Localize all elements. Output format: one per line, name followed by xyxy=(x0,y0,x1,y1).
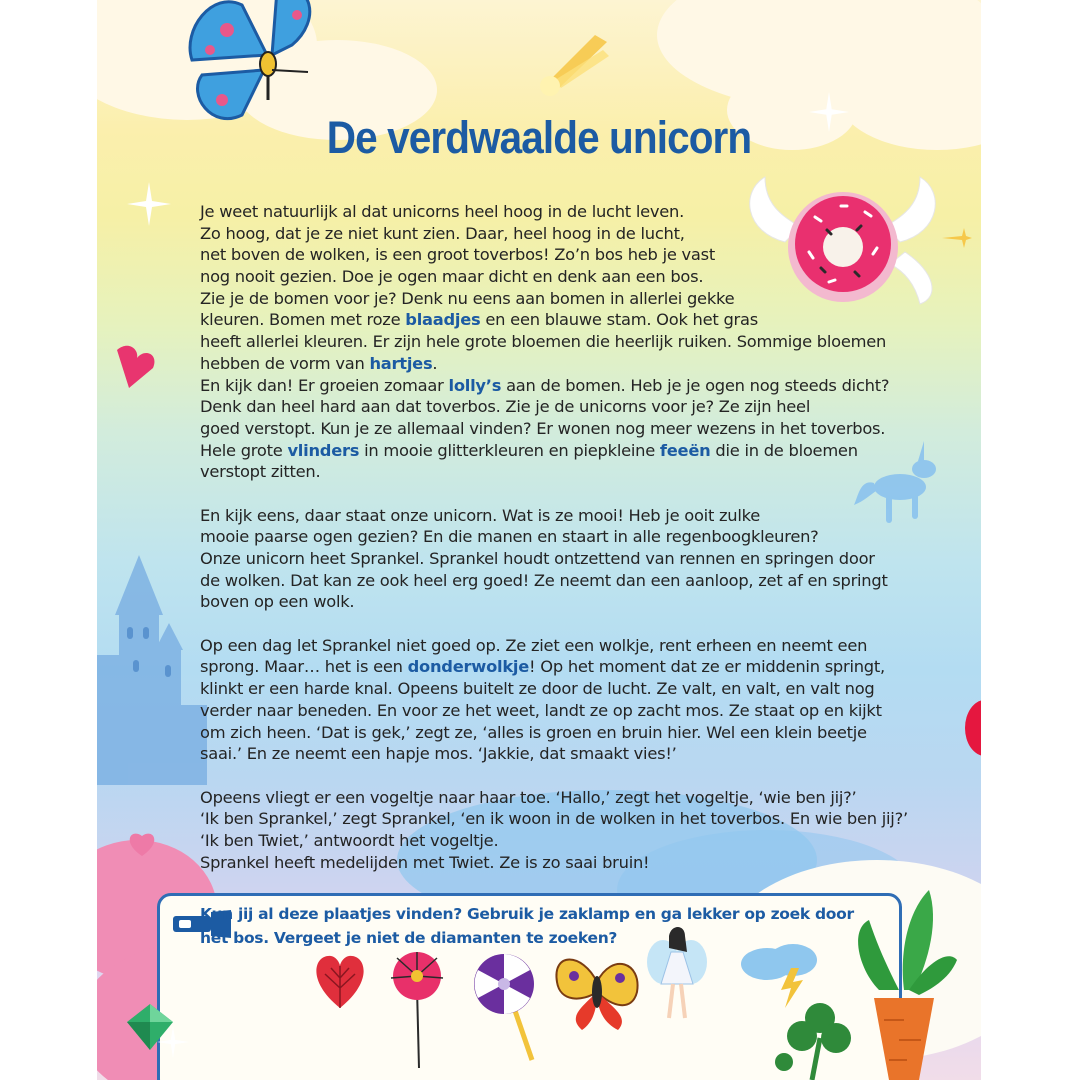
story-line xyxy=(200,331,920,353)
heart-leaf-icon xyxy=(307,948,373,1014)
story-line xyxy=(200,244,920,266)
story-text-segment: saai.’ En ze neemt een hapje mos. ‘Jakkie, dat smaakt vies!’ xyxy=(200,744,677,764)
story-text-segment: Opeens vliegt er een vogeltje naar haar toe. ‘Hallo,’ zegt het vogeltje, ‘wie ben jij?’ xyxy=(200,787,857,807)
story-text-segment: sprong. Maar… het is een xyxy=(200,657,408,677)
story-text-segment: En kijk eens, daar staat onze unicorn. Wat is ze mooi! Heb je ooit zulke xyxy=(200,505,761,525)
story-line xyxy=(200,461,920,483)
story-line xyxy=(200,223,920,245)
story-text-segment: Je weet natuurlijk al dat unicorns heel hoog in de lucht leven. xyxy=(200,202,685,221)
story-line xyxy=(200,526,920,548)
sparkle-icon xyxy=(127,182,171,226)
heart-icon xyxy=(109,340,159,390)
heart-icon xyxy=(965,700,981,756)
story-text-segment: Sprankel heeft medelijden met Twiet. Ze is zo saai bruin! xyxy=(200,852,650,872)
heart-icon xyxy=(125,828,159,858)
story-text-segment: aan de bomen. Heb je je ogen nog steeds dicht? xyxy=(501,375,890,395)
story-line xyxy=(200,353,920,375)
story-text-segment: kleuren. Bomen met roze xyxy=(200,310,406,330)
sparkle-icon xyxy=(157,1026,189,1058)
butterfly-icon xyxy=(182,0,332,130)
search-task-line-1: Kun jij al deze plaatjes vinden? Gebruik je zaklamp en ga lekker op zoek door xyxy=(200,905,854,923)
story-text-segment: Zie je de bomen voor je? Denk nu eens aan bomen in allerlei gekke xyxy=(200,288,735,308)
story-text-segment: boven op een wolk. xyxy=(200,592,355,612)
carrot-icon xyxy=(849,890,959,1080)
story-text-segment: en een blauwe stam. Ook het gras xyxy=(480,310,758,330)
story-text-segment: mooie paarse ogen gezien? En die manen en staart in alle regenboogkleuren? xyxy=(200,527,819,547)
keyword: donderwolkje xyxy=(407,657,530,677)
paragraph-gap xyxy=(200,765,920,787)
story-line xyxy=(200,635,920,657)
story-text-segment: Op een dag let Sprankel niet goed op. Ze ziet een wolkje, rent erheen en neemt een xyxy=(200,635,868,655)
moth-icon xyxy=(552,952,642,1032)
story-line xyxy=(200,656,920,678)
story-line xyxy=(200,418,920,440)
story-line xyxy=(200,852,920,874)
story-line xyxy=(200,830,920,852)
story-text-segment: in mooie glitterkleuren en piepkleine xyxy=(359,440,660,460)
story-line xyxy=(200,201,920,223)
story-text-segment: goed verstopt. Kun je ze allemaal vinden? Er wonen nog meer wezens in het toverbos. xyxy=(200,418,886,438)
story-line xyxy=(200,787,920,809)
story-line xyxy=(200,309,920,331)
story-line xyxy=(200,505,920,527)
story-text-segment: ‘Ik ben Sprankel,’ zegt Sprankel, ‘en ik woon in de wolken in het toverbos. En wie ben jij?’ xyxy=(200,809,908,829)
story-text-segment: die in de bloemen xyxy=(710,440,858,460)
story-text-segment: om zich heen. ‘Dat is gek,’ zegt ze, ‘alles is groen en bruin hier. Wel een klein beetje xyxy=(200,722,867,742)
paragraph-gap xyxy=(200,483,920,505)
keyword: vlinders xyxy=(287,440,360,460)
story-text-segment: Hele grote xyxy=(200,440,288,460)
story-text-segment: Denk dan heel hard aan dat toverbos. Zie je de unicorns voor je? Ze zijn heel xyxy=(200,397,811,417)
story-text-segment: heeft allerlei kleuren. Er zijn hele grote bloemen die heerlijk ruiken. Sommige bloemen xyxy=(200,332,887,352)
search-task-line-2: het bos. Vergeet je niet de diamanten te zoeken? xyxy=(200,929,618,947)
story-line xyxy=(200,375,920,397)
story-text-segment: ! Op het moment dat ze er middenin springt, xyxy=(529,657,885,677)
story-text-segment: hebben de vorm van xyxy=(200,353,370,373)
story-text-segment: En kijk dan! Er groeien zomaar xyxy=(200,375,449,395)
dandelion-icon xyxy=(385,948,449,1068)
story-line xyxy=(200,591,920,613)
story-text-segment: net boven de wolken, is een groot toverbos! Zo’n bos heb je vast xyxy=(200,245,716,265)
story-line xyxy=(200,440,920,462)
story-line xyxy=(200,743,920,765)
keyword: lolly’s xyxy=(448,375,502,395)
story-text-segment: klinkt er een harde knal. Opeens buitelt ze door de lucht. Ze valt, en valt, en valt nog xyxy=(200,679,875,699)
story-text-segment: Zo hoog, dat je ze niet kunt zien. Daar, heel hoog in de lucht, xyxy=(200,223,685,243)
story-text-segment: Onze unicorn heet Sprankel. Sprankel houdt ontzettend van rennen en springen door xyxy=(200,549,875,568)
story-text-segment: ‘Ik ben Twiet,’ antwoordt het vogeltje. xyxy=(200,830,499,850)
story-line xyxy=(200,570,920,592)
story-line xyxy=(200,266,920,288)
paragraph-gap xyxy=(200,613,920,635)
keyword: blaadjes xyxy=(405,310,481,330)
story-text-segment: verstopt zitten. xyxy=(200,462,321,482)
fairy-icon xyxy=(641,922,711,1032)
story-line xyxy=(200,808,920,830)
sparkle-icon xyxy=(942,228,972,248)
story-text-segment: . xyxy=(432,353,438,373)
story-line xyxy=(200,722,920,744)
page-title: De verdwaalde unicorn xyxy=(326,112,752,163)
comet-icon xyxy=(535,30,615,100)
story-line xyxy=(200,700,920,722)
story-line xyxy=(200,396,920,418)
lollipop-icon xyxy=(472,952,542,1062)
book-page xyxy=(97,0,981,1080)
story-text-segment: de wolken. Dat kan ze ook heel erg goed! Ze neemt dan een aanloop, zet af en springt xyxy=(200,570,888,590)
castle-icon xyxy=(97,555,207,785)
clover-icon xyxy=(772,1000,862,1080)
story-line xyxy=(200,548,920,570)
story-line xyxy=(200,678,920,700)
keyword: feeën xyxy=(659,440,711,460)
story-text-segment: verder naar beneden. En voor ze het weet, landt ze op zacht mos. Ze staat op en kijkt xyxy=(200,700,882,720)
story-text-segment: nog nooit gezien. Doe je ogen maar dicht en denk aan een bos. xyxy=(200,267,704,287)
keyword: hartjes xyxy=(369,353,433,373)
story-text xyxy=(200,201,920,873)
story-line xyxy=(200,288,920,310)
